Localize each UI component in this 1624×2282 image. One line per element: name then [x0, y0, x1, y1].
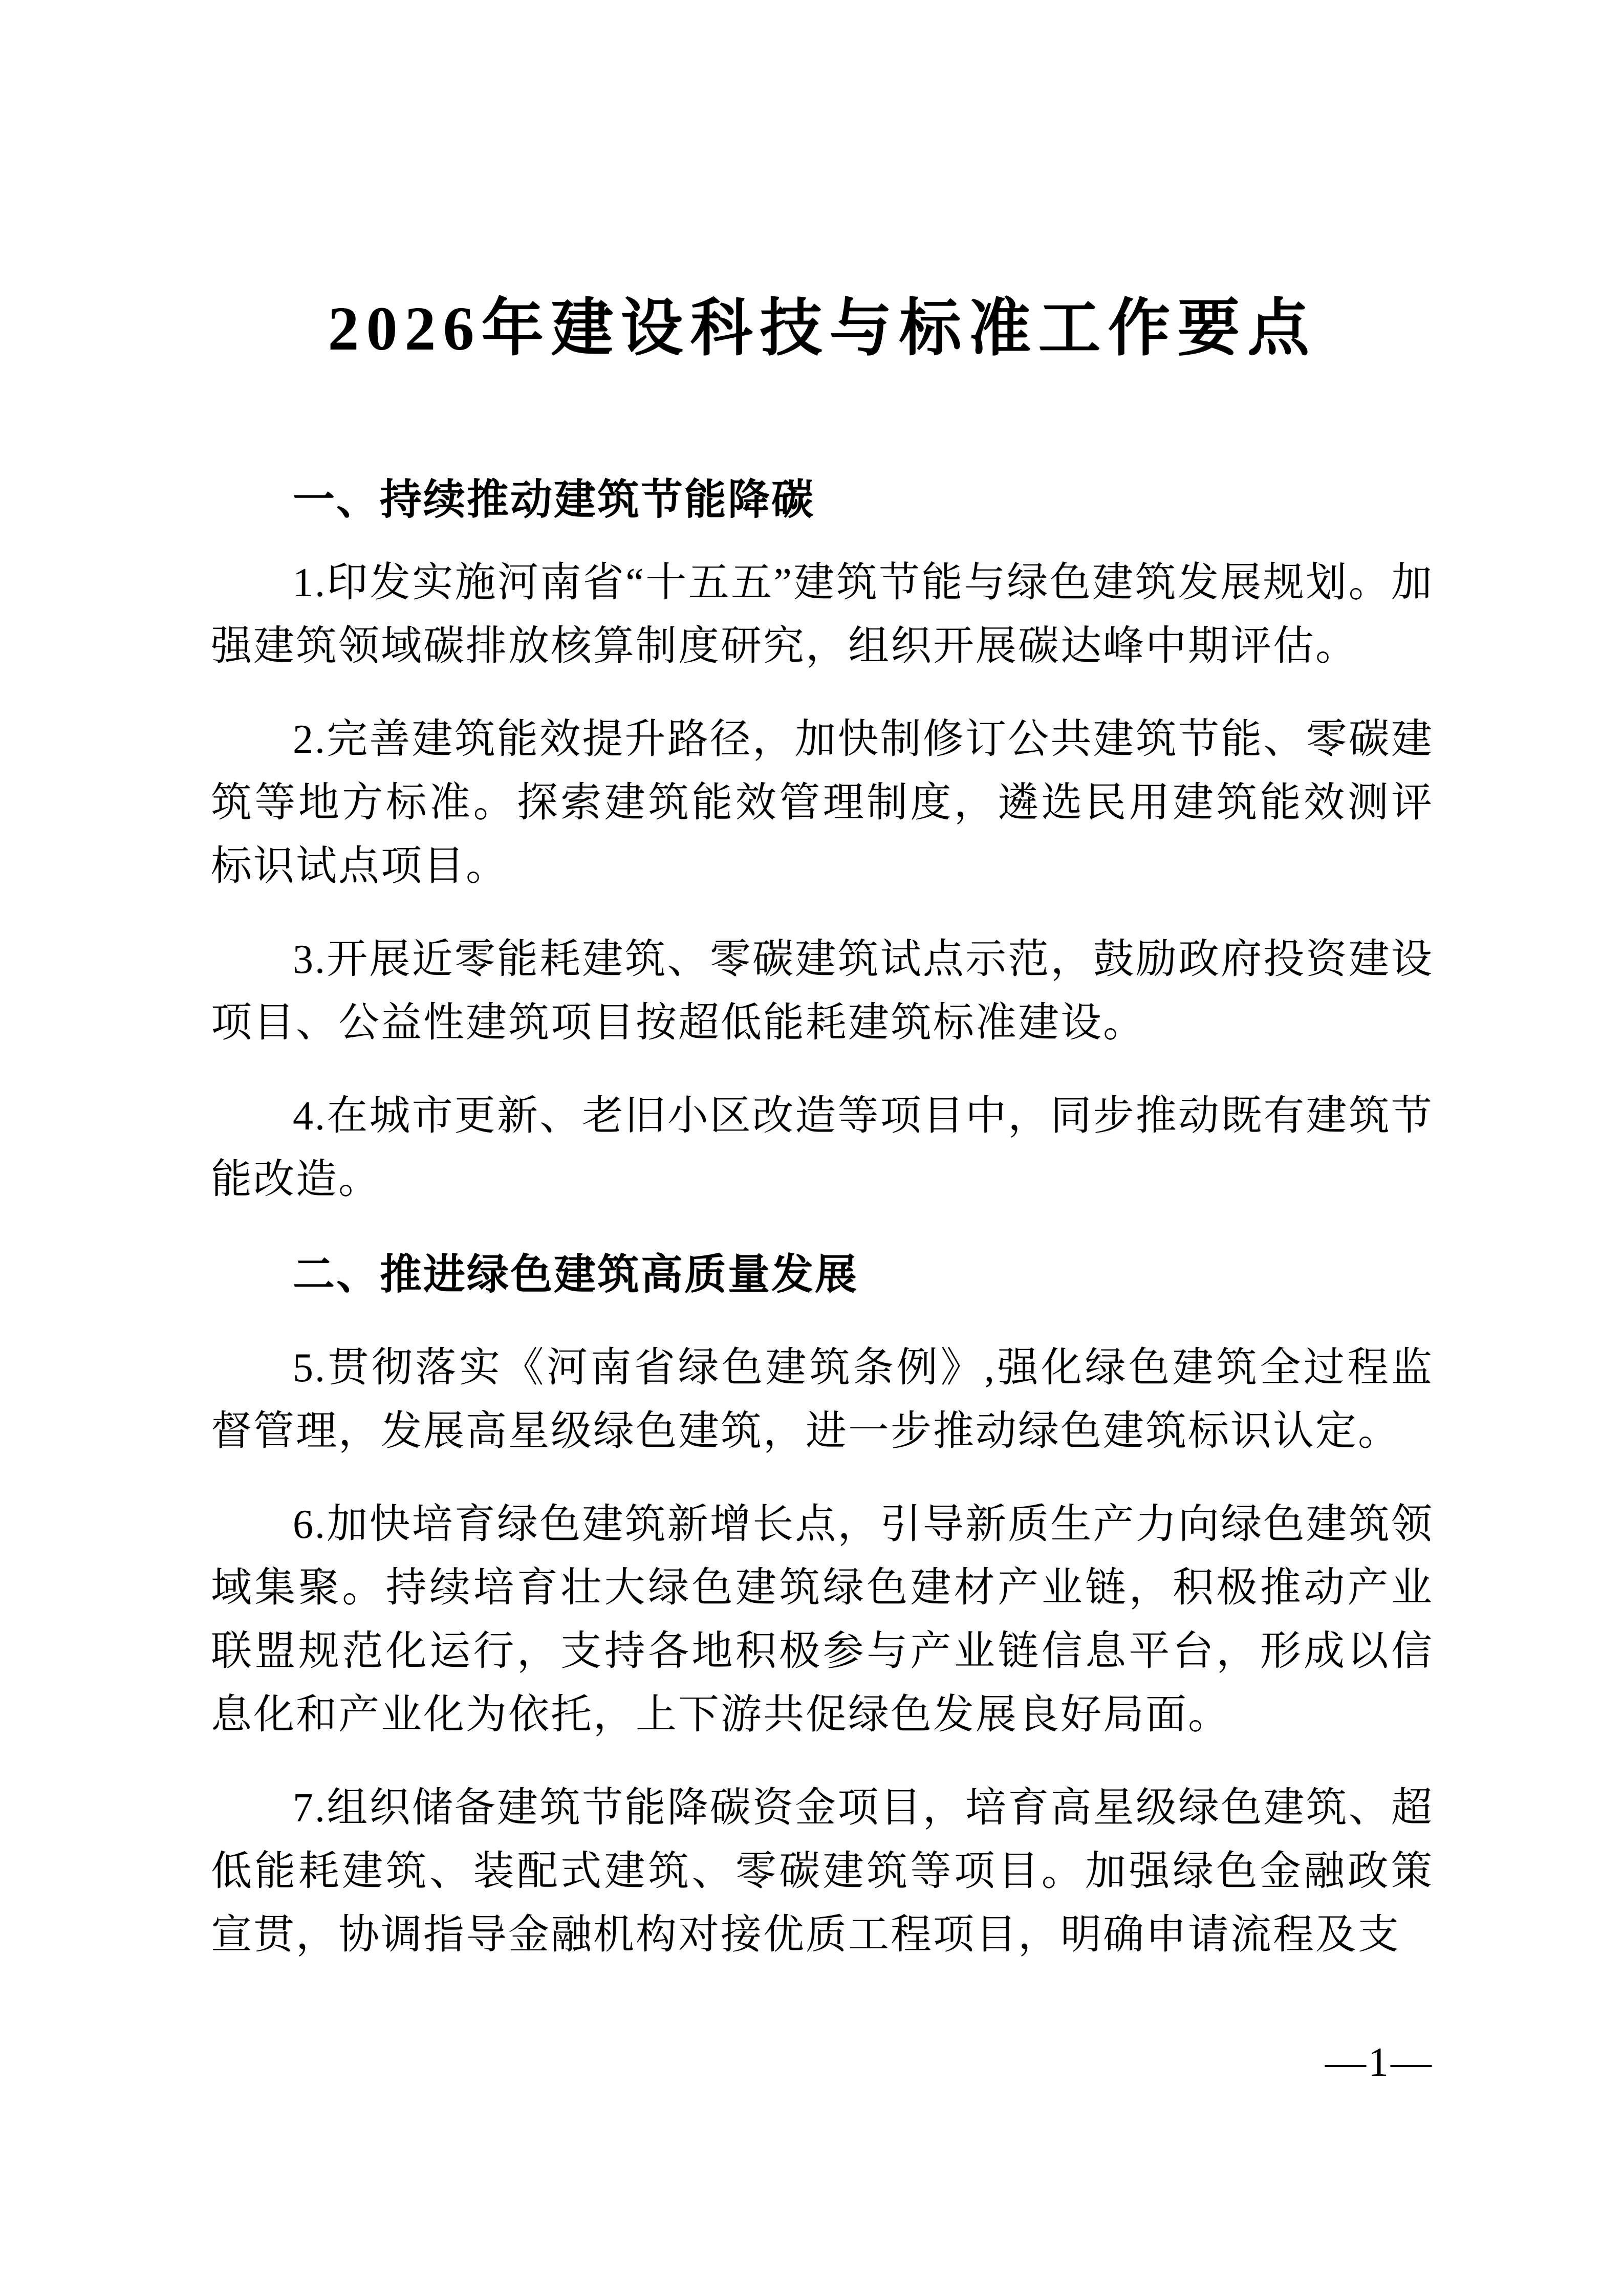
paragraph-6: 6.加快培育绿色建筑新增长点，引导新质生产力向绿色建筑领域集聚。持续培育壮大绿色建筑绿色建材产业链，积极推动产业联盟规范化运行，支持各地积极参与产业链信息平台，形成以信息化和产业化为依托，上下游共促绿色发展良好局面。	[211, 1502, 1434, 1737]
paragraph-5: 5.贯彻落实《河南省绿色建筑条例》,强化绿色建筑全过程监督管理，发展高星级绿色建筑，进一步推动绿色建筑标识认定。	[211, 1345, 1434, 1454]
paragraph-7: 7.组织储备建筑节能降碳资金项目，培育高星级绿色建筑、超低能耗建筑、装配式建筑、零碳建筑等项目。加强绿色金融政策宣贯，协调指导金融机构对接优质工程项目，明确申请流程及支	[211, 1786, 1434, 1958]
paragraph-4: 4.在城市更新、老旧小区改造等项目中，同步推动既有建筑节能改造。	[211, 1094, 1434, 1202]
section-1-heading: 一、持续推动建筑节能降碳	[293, 476, 815, 523]
paragraph-3: 3.开展近零能耗建筑、零碳建筑试点示范，鼓励政府投资建设项目、公益性建筑项目按超低能耗建筑标准建设。	[211, 937, 1434, 1046]
document-title: 2026年建设科技与标准工作要点	[328, 294, 1317, 363]
section-2-heading: 二、推进绿色建筑高质量发展	[293, 1251, 859, 1298]
page-number: —1—	[1325, 2040, 1434, 2085]
paragraph-2: 2.完善建筑能效提升路径，加快制修订公共建筑节能、零碳建筑等地方标准。探索建筑能效管理制度，遴选民用建筑能效测评标识试点项目。	[211, 717, 1434, 889]
page-content	[211, 0, 1434, 2094]
paragraph-1: 1.印发实施河南省“十五五”建筑节能与绿色建筑发展规划。加强建筑领域碳排放核算制度研究，组织开展碳达峰中期评估。	[211, 560, 1434, 669]
